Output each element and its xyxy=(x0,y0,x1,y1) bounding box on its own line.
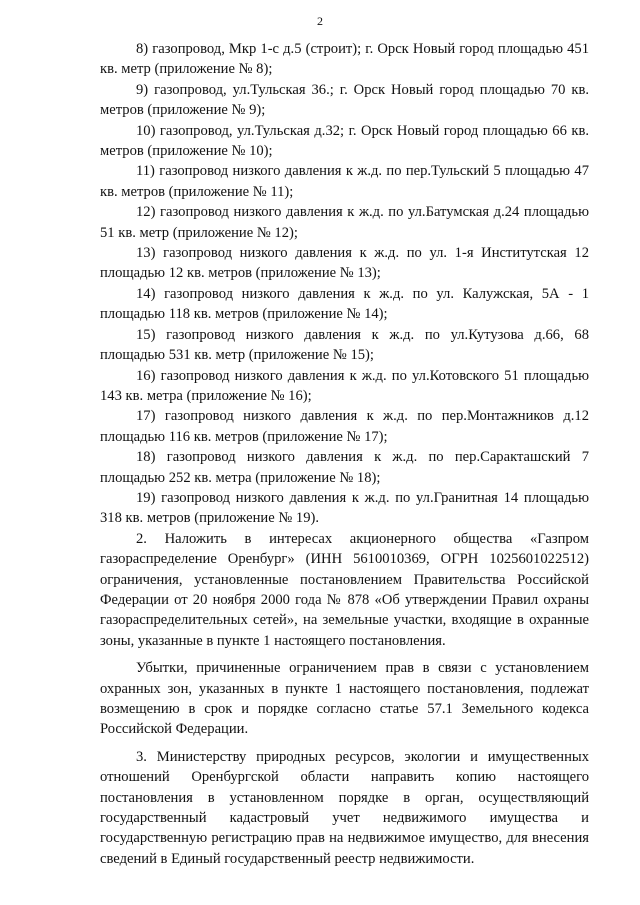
list-item-15: 15) газопровод низкого давления к ж.д. по ул.Кутузова д.66, 68 площадью 531 кв. метр (приложение № 15); xyxy=(100,326,589,364)
list-item-19: 19) газопровод низкого давления к ж.д. по ул.Гранитная 14 площадью 318 кв. метров (приложение № 19). xyxy=(100,489,589,527)
section-3-paragraph: 3. Министерству природных ресурсов, экологии и имущественных отношений Оренбургской области направить копию настоящего постановления в установленном порядке в орган, осуществляющий государственный кадастровый учет недвижимого имущества и государственную регистрацию прав на недвижимое имущество, для внесения сведений в Единый государственный реестр недвижимости. xyxy=(100,748,589,867)
list-item-9: 9) газопровод, ул.Тульская 36.; г. Орск Новый город площадью 70 кв. метров (приложение № 9); xyxy=(100,81,589,119)
document-body xyxy=(100,39,589,869)
page-number: 2 xyxy=(317,14,323,28)
list-item-12: 12) газопровод низкого давления к ж.д. по ул.Батумская д.24 площадью 51 кв. метр (приложение № 12); xyxy=(100,204,589,241)
list-item-11: 11) газопровод низкого давления к ж.д. по пер.Тульский 5 площадью 47 кв. метров (приложение № 11); xyxy=(100,163,589,200)
list-item-13: 13) газопровод низкого давления к ж.д. по ул. 1-я Институтская 12 площадью 12 кв. метров (приложение № 13); xyxy=(100,245,589,282)
list-item-18: 18) газопровод низкого давления к ж.д. по пер.Саракташский 7 площадью 252 кв. метра (приложение № 18); xyxy=(100,449,589,486)
list-item-10: 10) газопровод, ул.Тульская д.32; г. Орск Новый город площадью 66 кв. метров (приложение № 10); xyxy=(100,122,589,160)
list-item-8: 8) газопровод, Мкр 1-с д.5 (строит); г. Орск Новый город площадью 451 кв. метр (приложение № 8); xyxy=(100,41,589,78)
section-2-paragraph: 2. Наложить в интересах акционерного общества «Газпром газораспределение Оренбург» (ИНН 5610010369, ОГРН 1025601022512) ограничения, установленные постановлением Правительства Российской Федерации от 20 ноября 2000 года № 878 «Об утверждении Правил охраны газораспределительных сетей», на земельные участки, входящие в охранные зоны, указанные в пункте 1 настоящего постановления. xyxy=(100,530,589,649)
list-item-17: 17) газопровод низкого давления к ж.д. по пер.Монтажников д.12 площадью 116 кв. метров (приложение № 17); xyxy=(100,408,589,445)
list-item-16: 16) газопровод низкого давления к ж.д. по ул.Котовского 51 площадью 143 кв. метра (приложение № 16); xyxy=(100,367,589,404)
list-item-14: 14) газопровод низкого давления к ж.д. по ул. Калужская, 5А - 1 площадью 118 кв. метров (приложение № 14); xyxy=(100,285,589,323)
losses-paragraph: Убытки, причиненные ограничением прав в связи с установлением охранных зон, указанных в пункте 1 настоящего постановления, подлежат возмещению в срок и порядке согласно статье 57.1 Земельного кодекса Российской Федерации. xyxy=(100,660,589,738)
